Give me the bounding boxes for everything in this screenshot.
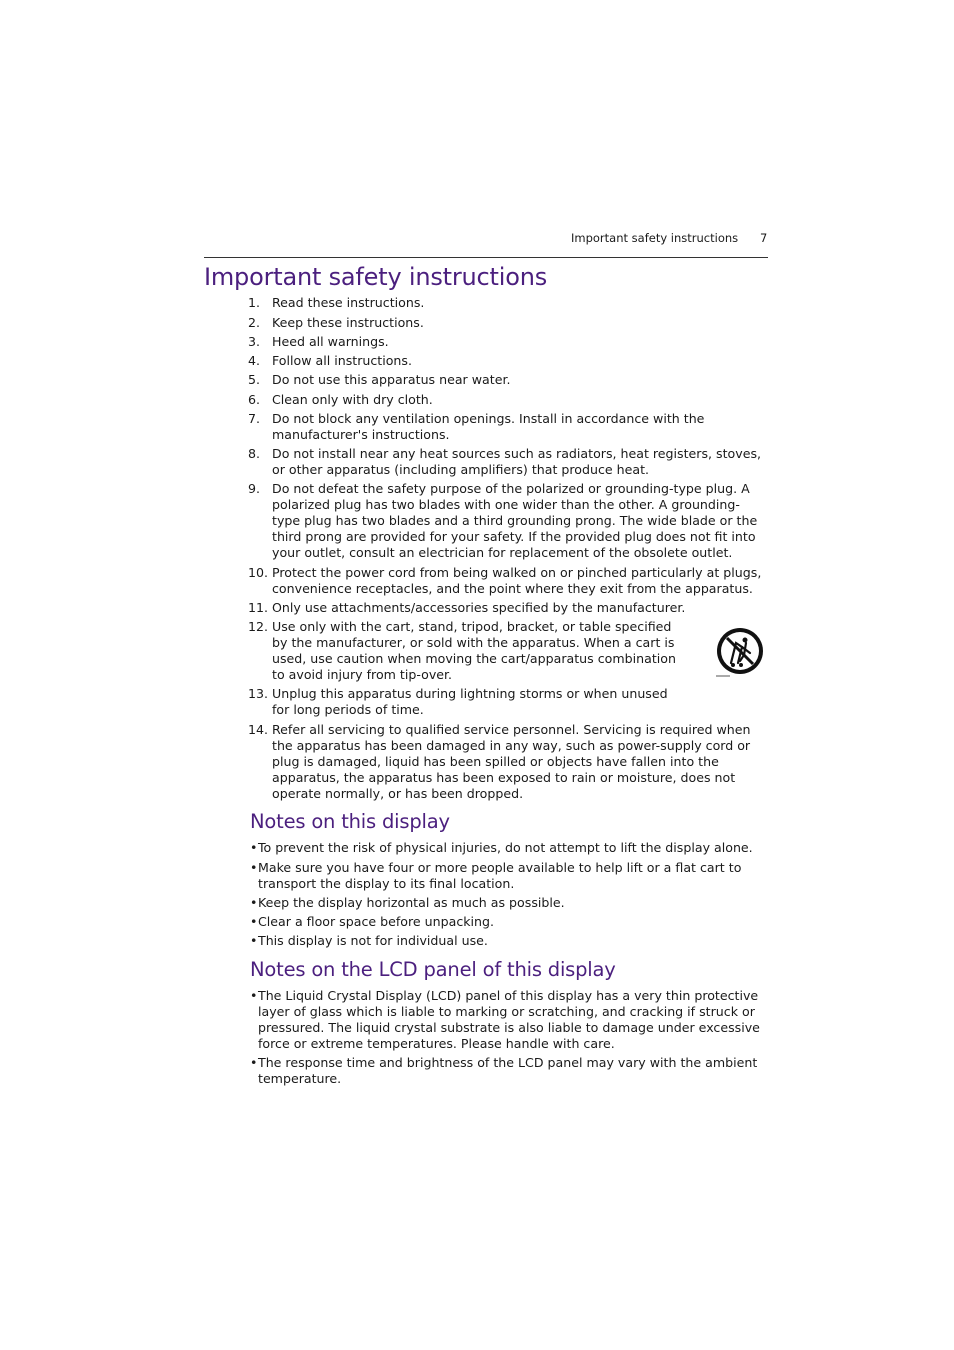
item-text: Keep these instructions. bbox=[272, 315, 424, 330]
item-text: Do not use this apparatus near water. bbox=[272, 372, 511, 387]
header-divider bbox=[204, 257, 768, 258]
item-number: 14. bbox=[248, 722, 269, 737]
item-text: Make sure you have four or more people available to help lift or a flat cart to transport the display to its final location. bbox=[258, 860, 742, 891]
item-number: 7. bbox=[248, 411, 261, 426]
item-number: 3. bbox=[248, 334, 261, 349]
item-text: Follow all instructions. bbox=[272, 353, 412, 368]
item-text: Protect the power cord from being walked on or pinched particularly at plugs, convenience receptacles, and the point where they exit from the apparatus. bbox=[272, 565, 762, 596]
bullet: • bbox=[250, 840, 258, 855]
item-text: Keep the display horizontal as much as possible. bbox=[258, 895, 565, 910]
item-text: Do not defeat the safety purpose of the polarized or grounding-type plug. A polarized plug has two blades with one wider than the other. A grounding-type plug has two blades and a third grounding prong. The wide blade or the third prong are provided for your safety. If the provided plug does not fit into your outlet, consult an electrician for replacement of the obsolete outlet. bbox=[272, 481, 758, 560]
bullet: • bbox=[250, 860, 258, 875]
item-text: The Liquid Crystal Display (LCD) panel of this display has a very thin protective layer of glass which is liable to marking or scratching, and cracking if struck or pressured. The liquid crystal substrate is also liable to damage under excessive force or extreme temperatures. Please handle with care. bbox=[258, 988, 760, 1051]
item-text: Clear a floor space before unpacking. bbox=[258, 914, 495, 929]
item-text: Only use attachments/accessories specified by the manufacturer. bbox=[272, 600, 686, 615]
bullet: • bbox=[250, 1055, 258, 1070]
item-text: Unplug this apparatus during lightning storms or when unused for long periods of time. bbox=[272, 686, 668, 717]
item-text: Use only with the cart, stand, tripod, bracket, or table specified by the manufacturer, or sold with the apparatus. When a cart is used, use caution when moving the cart/apparatus combination to avoid injury from tip-over. bbox=[272, 619, 676, 682]
item-number: 8. bbox=[248, 446, 261, 461]
bullet: • bbox=[250, 933, 258, 948]
item-number: 10. bbox=[248, 565, 269, 580]
bullet: • bbox=[250, 914, 258, 929]
item-number: 4. bbox=[248, 353, 261, 368]
item-text: Clean only with dry cloth. bbox=[272, 392, 433, 407]
bullet: • bbox=[250, 895, 258, 910]
item-text: To prevent the risk of physical injuries, do not attempt to lift the display alone. bbox=[258, 840, 753, 855]
item-number: 1. bbox=[248, 295, 261, 310]
page-title: Important safety instructions bbox=[204, 263, 548, 291]
item-number: 5. bbox=[248, 372, 261, 387]
item-number: 13. bbox=[248, 686, 269, 701]
cart-tip-over-warning-icon bbox=[712, 625, 768, 681]
item-text: Heed all warnings. bbox=[272, 334, 389, 349]
running-header-title: Important safety instructions bbox=[571, 231, 739, 245]
page-number: 7 bbox=[760, 231, 768, 245]
item-text: The response time and brightness of the LCD panel may vary with the ambient temperature. bbox=[258, 1055, 758, 1086]
item-text: Do not block any ventilation openings. Install in accordance with the manufacturer's instructions. bbox=[272, 411, 705, 442]
lcd-notes-heading: Notes on the LCD panel of this display bbox=[250, 958, 616, 981]
bullet: • bbox=[250, 988, 258, 1003]
item-number: 2. bbox=[248, 315, 261, 330]
item-text: This display is not for individual use. bbox=[258, 933, 488, 948]
item-text: Read these instructions. bbox=[272, 295, 425, 310]
item-text: Do not install near any heat sources such as radiators, heat registers, stoves, or other apparatus (including amplifiers) that produce heat. bbox=[272, 446, 762, 477]
item-number: 6. bbox=[248, 392, 261, 407]
item-number: 11. bbox=[248, 600, 269, 615]
display-notes-heading: Notes on this display bbox=[250, 810, 450, 833]
item-number: 12. bbox=[248, 619, 269, 634]
item-text: Refer all servicing to qualified service personnel. Servicing is required when the apparatus has been damaged in any way, such as power-supply cord or plug is damaged, liquid has been spilled or objects have fallen into the apparatus, the apparatus has been exposed to rain or moisture, does not operate normally, or has been dropped. bbox=[272, 722, 751, 801]
item-number: 9. bbox=[248, 481, 261, 496]
